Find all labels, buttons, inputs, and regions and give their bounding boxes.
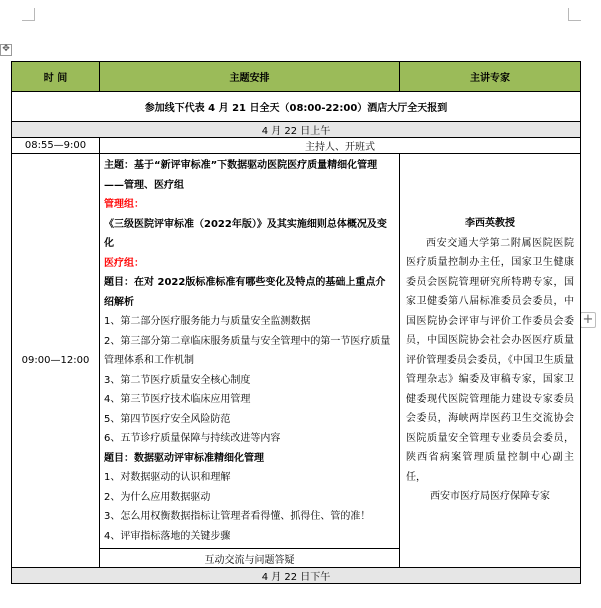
topic-line: 《三级医院评审标准（2022年版）》及其实施细则总体概况及变化: [104, 218, 387, 249]
agenda-item: 3、怎么用权衡数据指标让管理者看得懂、抓得住、管的准！: [104, 511, 371, 522]
topic-line: 主题：基于“新评审标准”下数据驱动医院医疗质量精细化管理——管理、医疗组: [104, 160, 378, 191]
session-row: [12, 154, 581, 549]
speaker-org: 西安市医疗局医疗保障专家: [430, 491, 550, 503]
table-move-handle-icon[interactable]: ✥: [0, 44, 12, 56]
discussion-label: 互动交流与问题答疑: [100, 549, 400, 568]
topic-line: 题目：在对 2022版标准标准有哪些变化及特点的基础上重点介绍解析: [104, 277, 386, 308]
agenda-item: 5、第四节医疗安全风险防范: [104, 413, 231, 425]
session-content: [100, 154, 400, 549]
opening-time: 08:55—9:00: [12, 138, 100, 154]
opening-row: [12, 138, 581, 154]
header-row: [12, 62, 581, 92]
morning-label: 4 月 22 日上午: [12, 122, 581, 138]
crop-mark-top-right: [568, 8, 581, 21]
speaker-name: 李西英教授: [465, 218, 515, 230]
day-row-morning: [12, 122, 581, 138]
header-speaker: 主讲专家: [400, 62, 581, 92]
agenda-item: 4、第三节医疗技术临床应用管理: [104, 394, 251, 405]
agenda-item: 6、五节诊疗质量保障与持续改进等内容: [104, 433, 281, 444]
topic-line: 题目：数据驱动评审标准精细化管理: [104, 452, 264, 464]
opening-title: 主持人、开班式: [100, 138, 581, 154]
agenda-item: 1、第二部分医疗服务能力与质量安全监测数据: [104, 316, 311, 327]
agenda-item: 4、评审指标落地的关键步骤: [104, 530, 231, 542]
agenda-item: 3、第二节医疗质量安全核心制度: [104, 374, 251, 386]
registration-notice: 参加线下代表 4 月 21 日全天（08:00-22:00）酒店大厅全天报到: [12, 92, 581, 122]
agenda-item: 2、第三部分第二章临床服务质量与安全管理中的第一节医疗质量管理体系和工作机制: [104, 335, 391, 366]
notice-row: [12, 92, 581, 122]
add-column-icon[interactable]: +: [580, 312, 596, 328]
speaker-bio: 西安交通大学第二附属医院医院医疗质量控制办主任，国家卫生健康委员会医院管理研究所特聘专家，国家卫健委第八届标准委员会委员，中国医院协会评审与评价工作委员会委员，中国医院协会社会办医医疗质量评价管理委员会委员，《中国卫生质量管理杂志》编委及审稿专家，国家卫健委现代医院管理能力建设专家委员会委员，海峡两岸医药卫生交流协会医院质量安全管理专业委员会委员，陕西省病案管理质量控制中心副主任，: [406, 237, 574, 483]
crop-mark-top-left: [22, 8, 35, 21]
header-time: 时 间: [12, 62, 100, 92]
speaker-cell: [400, 154, 581, 568]
header-topic: 主题安排: [100, 62, 400, 92]
group-label-management: 管理组：: [104, 199, 144, 210]
day-row-afternoon: [12, 568, 581, 584]
session-time: 09:00—12:00: [12, 154, 100, 568]
group-label-medical: 医疗组：: [104, 257, 144, 269]
schedule-table: [11, 61, 581, 584]
agenda-item: 1、对数据驱动的认识和理解: [104, 472, 231, 483]
agenda-item: 2、为什么应用数据驱动: [104, 491, 211, 503]
afternoon-label: 4 月 22 日下午: [12, 568, 581, 584]
